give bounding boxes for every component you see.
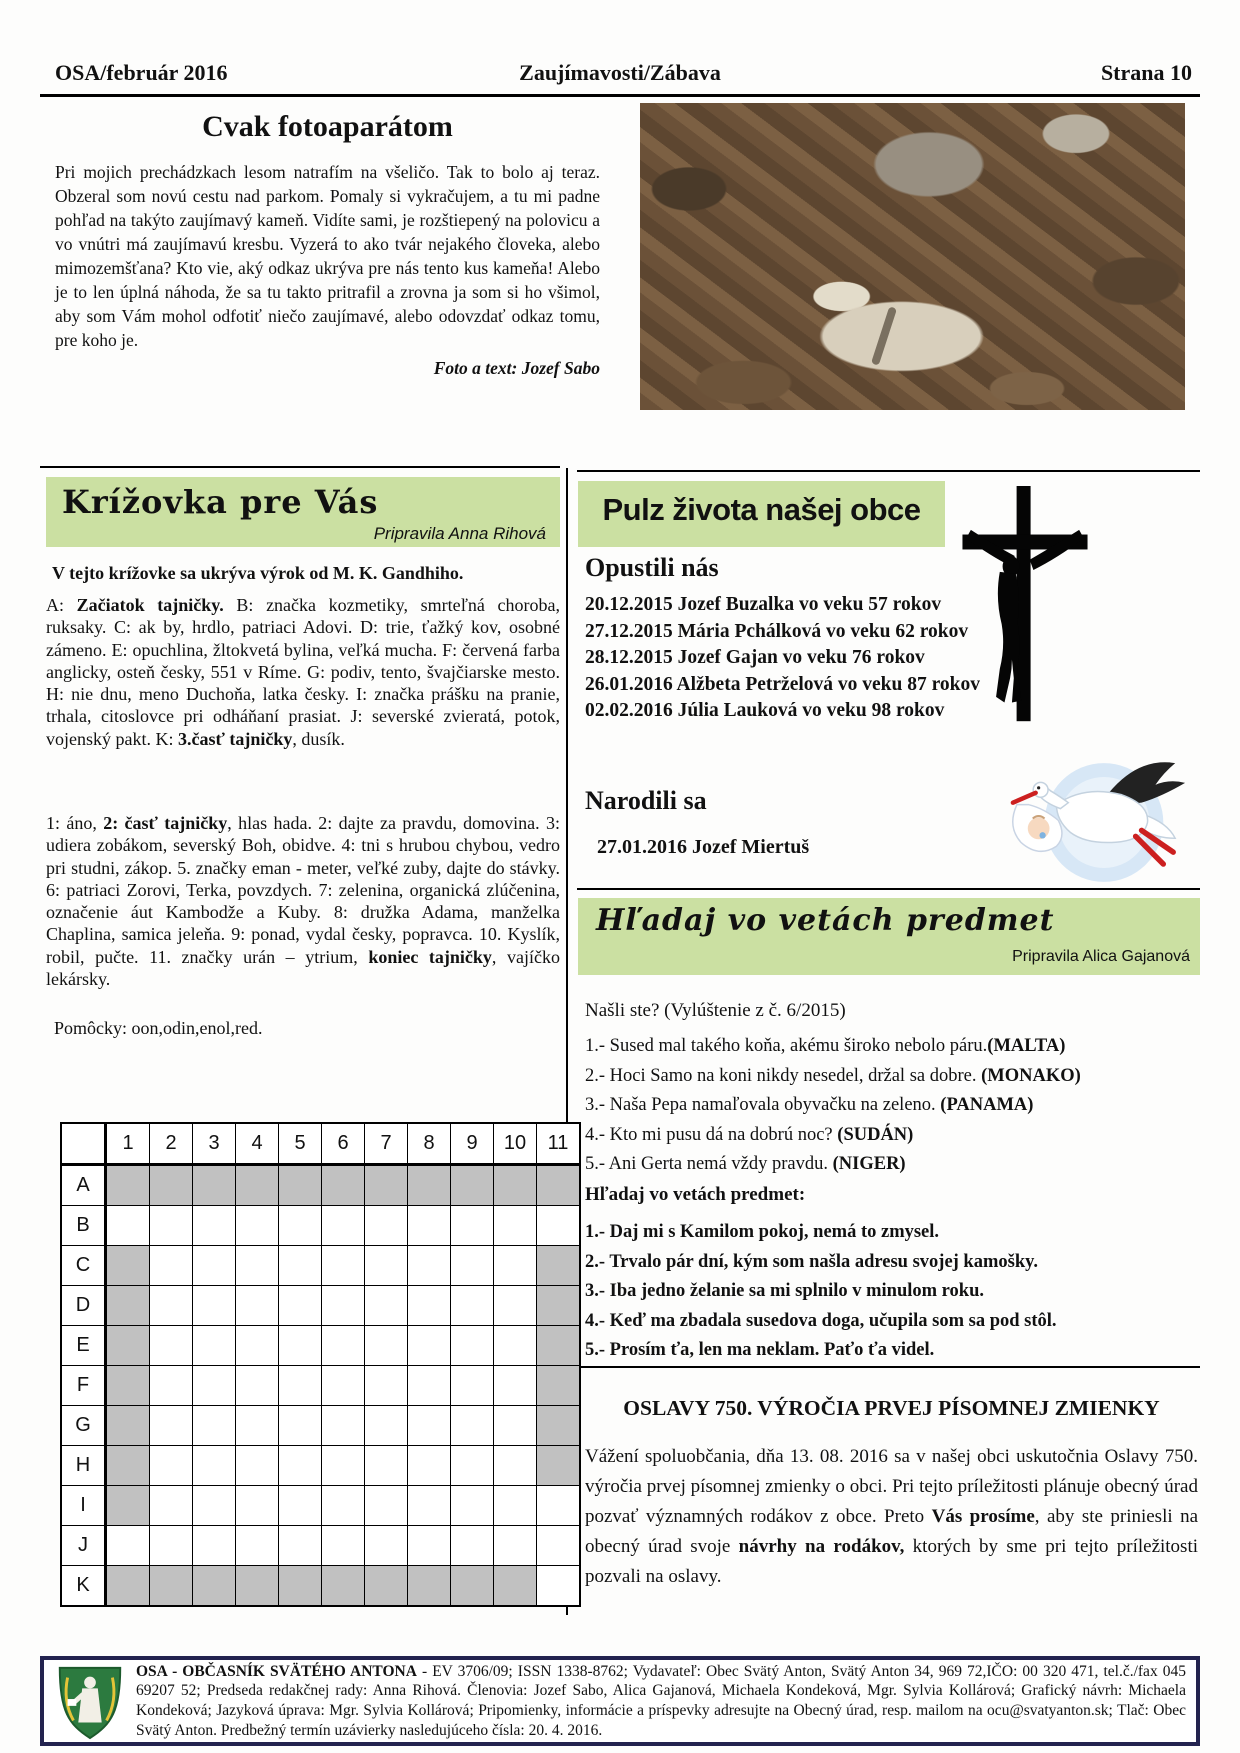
grid-cell: 10 [494,1123,537,1165]
grid-cell: K [61,1566,106,1607]
page-header-section: Zaujímavosti/Zábava [519,60,721,85]
grid-cell [408,1326,451,1366]
grid-cell: 7 [365,1123,408,1165]
grid-cell [451,1246,494,1286]
grid-cell [322,1486,365,1526]
list-item: 2.- Trvalo pár dní, kým som našla adresu svojej kamošky. [585,1251,1038,1272]
grid-cell [193,1326,236,1366]
grid-cell [365,1286,408,1326]
list-item: 5.- Prosím ťa, len ma neklam. Paťo ťa videl. [585,1340,935,1360]
grid-cell [408,1206,451,1246]
grid-cell [193,1165,236,1206]
grid-cell: 2 [150,1123,193,1165]
grid-cell [451,1206,494,1246]
grid-cell [365,1446,408,1486]
grid-cell [236,1566,279,1607]
grid-cell [279,1165,322,1206]
list-item: 4.- Keď ma zbadala susedova doga, učupila som sa pod stôl. [585,1310,1057,1331]
text-part: 3.časť tajničky [178,728,293,749]
grid-cell [494,1446,537,1486]
grid-cell [150,1526,193,1566]
grid-cell [494,1366,537,1406]
grid-cell [408,1165,451,1206]
grid-cell [408,1446,451,1486]
right-column-rule-top [577,470,1200,472]
grid-cell [451,1486,494,1526]
grid-cell [537,1246,581,1286]
stork-baby-icon [1005,753,1193,887]
grid-cell [537,1406,581,1446]
grid-cell: H [61,1446,106,1486]
list-item [585,1062,1200,1092]
grid-cell [236,1206,279,1246]
grid-cell [451,1406,494,1446]
grid-row [61,1246,580,1286]
grid-cell [494,1286,537,1326]
grid-cell [408,1366,451,1406]
grid-cell: F [61,1366,106,1406]
grid-row [61,1286,580,1326]
grid-cell [451,1446,494,1486]
answer-text: 5.- Ani Gerta nemá vždy pravdu. [585,1154,833,1174]
text-part: , vajíčko lekársky. [46,946,560,990]
answer-text: 4.- Kto mi pusu dá na dobrú noc? [585,1124,838,1145]
grid-cell [236,1246,279,1286]
narodili-heading: Narodili sa [585,786,707,815]
grid-cell [150,1566,193,1607]
grid-cell [106,1446,150,1486]
grid-cell [537,1326,581,1366]
grid-cell [365,1206,408,1246]
village-crest-icon [50,1662,130,1740]
grid-cell [236,1446,279,1486]
grid-cell: 5 [279,1123,322,1165]
grid-cell [365,1526,408,1566]
grid-cell [494,1566,537,1607]
grid-cell [494,1206,537,1246]
oslavy-title: OSLAVY 750. VÝROČIA PRVEJ PÍSOMNEJ ZMIENKY [623,1396,1160,1420]
grid-cell [106,1486,150,1526]
list-item: 20.12.2015 Jozef Buzalka vo veku 57 rokov [585,594,942,615]
list-item: 3.- Iba jedno želanie sa mi splnilo v minulom roku. [585,1281,985,1301]
grid-cell [451,1286,494,1326]
grid-cell [451,1326,494,1366]
grid-cell [279,1566,322,1607]
forest-stone-photo [640,103,1185,410]
grid-cell [150,1446,193,1486]
list-item: 26.01.2016 Alžbeta Petrželová vo veku 87 rokov [585,673,981,695]
grid-cell [537,1446,581,1486]
grid-cell [537,1366,581,1406]
text-part: návrhy na rodákov, [738,1536,905,1557]
grid-cell: I [61,1486,106,1526]
grid-cell [106,1165,150,1206]
text-part: - EV 3706/09; ISSN 1338-8762; Vydavateľ: Obec Svätý Anton, Svätý Anton 34, 969 72,IČO: 00 320 471, tel.č./fax 045 69207 52; Predseda redakčnej rady: Anna Rihová. Členovia: Jozef Sabo, Alica Gajanová, Michaela Kondeková, Mgr. Sylvia Kollárová; Grafický návrh: Michaela Kondeková; Jazyková úprava: Mgr. Sylvia Kollárová; Pripomienky, informácie a príspevky adresujte na Obecný úrad, resp. mailom na ocu@svatyanton.sk; Tlač: Obec Svätý Anton. Predbežný termín uzávierky nasledujúceho čísla: 20. 4. 2016. [136,1662,1186,1739]
grid-cell [279,1406,322,1446]
text-part: ktorých by sme pri tejto príležitosti pozvali na oslavy. [585,1536,1199,1587]
grid-cell: D [61,1286,106,1326]
grid-cell [236,1486,279,1526]
grid-cell [150,1326,193,1366]
grid-cell [322,1165,365,1206]
grid-cell [451,1165,494,1206]
grid-cell [322,1286,365,1326]
grid-cell [106,1406,150,1446]
grid-cell [279,1446,322,1486]
grid-cell: 3 [193,1123,236,1165]
grid-cell [193,1486,236,1526]
pulz-title: Pulz života našej obce [602,492,921,527]
grid-cell [150,1206,193,1246]
grid-cell: 6 [322,1123,365,1165]
grid-cell [537,1206,581,1246]
list-item: 02.02.2016 Júlia Lauková vo veku 98 rokov [585,700,945,721]
answer-country: (SUDÁN) [837,1124,914,1145]
grid-cell [279,1326,322,1366]
grid-cell [279,1526,322,1566]
krizovka-intro: V tejto krížovke sa ukrýva výrok od M. K. Gandhiho. [52,563,464,583]
grid-row [61,1326,580,1366]
grid-cell [106,1286,150,1326]
grid-cell [365,1566,408,1607]
grid-cell [322,1206,365,1246]
article-credit: Foto a text: Jozef Sabo [433,358,600,378]
grid-cell: A [61,1165,106,1206]
grid-cell [236,1406,279,1446]
krizovka-column-clues [46,812,560,990]
answer-text: 2.- Hoci Samo na koni nikdy nesedel, držal sa dobre. [585,1065,982,1086]
grid-cell: E [61,1326,106,1366]
grid-row [61,1406,580,1446]
grid-cell [408,1526,451,1566]
grid-cell [106,1366,150,1406]
opustili-heading: Opustili nás [585,553,719,582]
text-part: 2: časť tajničky [103,813,228,833]
text-part: , dusík. [292,728,345,749]
right-column-rule-bottom [577,1366,1200,1368]
grid-cell [193,1406,236,1446]
text-part: , hlas hada. 2: dajte za pravdu, domovina. 3: udiera zobákom, severský Boh, obidve. 4: tni s hrubou chybou, vedro pri studni, zákop. 5. značky eman - meter, veľké zuby, dajte do stávky. 6: patriaci Zorovi, Terka, povzdych. 7: zelenina, organická zlúčenina, označenie áut Kambodže a Kuby. 8: družka Adama, manželka Chaplina, samica jeleňa. 9: ponad, vydal česky, popravca. 10. Kyslík, robil, pučte. 11. značky urán – ytrium, [46,813,560,967]
grid-cell [408,1486,451,1526]
grid-cell: B [61,1206,106,1246]
grid-cell [322,1326,365,1366]
text-part: 1: áno, [46,813,104,833]
grid-header-cell [61,1123,106,1165]
grid-cell [408,1406,451,1446]
krizovka-author: Pripravila Anna Rihová [373,524,546,543]
header-rule [40,94,1200,97]
grid-cell [193,1526,236,1566]
article-title: Cvak fotoaparátom [202,110,453,143]
grid-cell [106,1526,150,1566]
grid-cell [494,1246,537,1286]
grid-cell [279,1486,322,1526]
grid-cell: 1 [106,1123,150,1165]
krizovka-row-clues [46,594,560,750]
list-item [585,1121,1200,1151]
grid-cell [494,1486,537,1526]
oslavy-body [585,1442,1198,1592]
grid-cell [494,1406,537,1446]
grid-row [61,1526,580,1566]
text-part: OSA - OBČASNÍK SVÄTÉHO ANTONA [136,1662,417,1680]
answer-country: (PANAMA) [940,1095,1034,1115]
grid-cell [494,1165,537,1206]
grid-cell [408,1286,451,1326]
crossword-grid [60,1122,581,1607]
grid-cell [365,1366,408,1406]
list-item [585,1032,1200,1062]
grid-cell [494,1526,537,1566]
grid-cell: 9 [451,1123,494,1165]
grid-cell [408,1246,451,1286]
crossword-table [60,1122,581,1607]
grid-cell [150,1366,193,1406]
grid-cell [106,1326,150,1366]
grid-cell [365,1326,408,1366]
krizovka-help: Pomôcky: oon,odin,enol,red. [54,1018,263,1038]
grid-cell [106,1246,150,1286]
grid-cell [537,1526,581,1566]
grid-row [61,1165,580,1206]
grid-cell [408,1566,451,1607]
grid-cell: G [61,1406,106,1446]
text-part: Vážení spoluobčania, dňa 13. 08. 2016 sa v našej obci uskutočnia Oslavy 750. výročia prvej písomnej zmienky o obci. Pri tejto príležitosti plánuje obecný úrad pozvať významných rodákov z obce. Preto [585,1446,1198,1527]
grid-cell [451,1566,494,1607]
grid-cell [150,1286,193,1326]
grid-cell [279,1366,322,1406]
grid-cell [279,1206,322,1246]
answer-text: 1.- Sused mal takého koňa, akému široko nebolo páru. [585,1036,988,1056]
list-item: 1.- Daj mi s Kamilom pokoj, nemá to zmysel. [585,1222,940,1242]
list-item [585,1150,1200,1180]
answer-country: (MONAKO) [981,1065,1081,1086]
grid-cell [106,1206,150,1246]
hladaj-intro: Našli ste? (Vylúštenie z č. 6/2015) [585,1000,846,1021]
grid-cell [365,1406,408,1446]
hladaj-subheading: Hľadaj vo vetách predmet: [585,1184,806,1205]
hladaj-tasks-list [585,1218,1200,1366]
grid-cell [150,1165,193,1206]
text-part: B: značka kozmetiky, smrteľná choroba, ruksaky. C: ak by, hrdlo, patriaci Adovi. D: trie, ťažký kov, osobné zámeno. E: opuchlina, žltokvetá bylina, veľká mucha. F: červená farba anglicky, osteň česky, 551 v Ríme. G: podiv, tento, švajčiarske mesto. H: nie dnu, meno Duchoňa, latka česky. I: značka prášku na pranie, trhala, citoslovce pri odháňaní prasiat. J: severské zvieratá, potok, vojenský pakt. K: [46,595,561,749]
grid-cell [150,1486,193,1526]
footer-imprint-box [40,1656,1200,1746]
grid-cell [106,1566,150,1607]
grid-cell [236,1286,279,1326]
list-item [585,1091,1200,1121]
text-part: Začiatok tajničky. [76,595,224,615]
article-body: Pri mojich prechádzkach lesom natrafím na všeličo. Tak to bolo aj teraz. Obzeral som novú cestu nad parkom. Pomaly si vykračujem, a tu mi padne pohľad na takýto zaujímavý kameň. Vidíte sami, je rozštiepený na polovicu a vo vnútri má zaujímavú kresbu. Vyzerá to ako tvár nejakého človeka, alebo mimozemšťana? Kto vie, aký odkaz ukrýva pre nás tento kus kameňa! Alebo je to len úplná náhoda, že sa tu takto pritrafil a zrovna ja som si ho všimol, aby som Vám mohol odfotiť niečo zaujímavé, alebo odovzdať odkaz tomu, pre koho je. [55,162,600,350]
grid-cell [236,1526,279,1566]
grid-row [61,1366,580,1406]
page-header-issue: OSA/február 2016 [55,60,228,85]
grid-cell [322,1246,365,1286]
grid-cell [193,1446,236,1486]
grid-cell: 11 [537,1123,581,1165]
grid-cell [365,1246,408,1286]
grid-cell [193,1206,236,1246]
list-item: 27.12.2015 Mária Pchálková vo veku 62 rokov [585,620,969,642]
grid-cell: C [61,1246,106,1286]
grid-cell [150,1406,193,1446]
grid-cell [451,1366,494,1406]
grid-cell [322,1526,365,1566]
footer-imprint-text [130,1660,1196,1742]
grid-cell [322,1566,365,1607]
opustili-list [585,592,1055,725]
grid-cell [322,1366,365,1406]
grid-cell [236,1366,279,1406]
grid-cell [365,1165,408,1206]
answer-country: (NIGER) [832,1154,906,1174]
grid-row [61,1486,580,1526]
grid-cell [537,1566,581,1607]
grid-cell [494,1326,537,1366]
krizovka-title: Krížovka pre Vás [62,483,379,521]
list-item: 28.12.2015 Jozef Gajan vo veku 76 rokov [585,647,925,668]
grid-cell [537,1486,581,1526]
grid-cell: 8 [408,1123,451,1165]
narodili-item: 27.01.2016 Jozef Miertuš [597,836,810,858]
left-column-rule [40,466,560,468]
grid-row [61,1566,580,1607]
text-part: , aby ste priniesli na obecný úrad svoje [585,1506,1199,1557]
page-header-page-number: Strana 10 [1100,60,1192,85]
grid-cell [537,1165,581,1206]
grid-cell [322,1446,365,1486]
grid-cell: 4 [236,1123,279,1165]
grid-cell: J [61,1526,106,1566]
grid-cell [193,1366,236,1406]
grid-row [61,1446,580,1486]
grid-cell [193,1286,236,1326]
answer-country: (MALTA) [987,1036,1066,1056]
hladaj-answers-list [585,1032,1200,1180]
grid-cell [537,1286,581,1326]
right-column-rule-mid [577,888,1200,890]
grid-cell [322,1406,365,1446]
text-part: Vás prosíme [931,1506,1035,1527]
hladaj-title: Hľadaj vo vetách predmet [596,903,1055,938]
grid-cell [279,1286,322,1326]
grid-cell [193,1566,236,1607]
grid-row [61,1206,580,1246]
grid-cell [236,1165,279,1206]
grid-cell [451,1526,494,1566]
grid-cell [365,1486,408,1526]
grid-cell [150,1246,193,1286]
grid-cell [193,1246,236,1286]
text-part: koniec tajničky [368,946,492,967]
text-part: A: [46,595,77,615]
hladaj-author: Pripravila Alica Gajanová [1012,948,1190,965]
grid-cell [236,1326,279,1366]
answer-text: 3.- Naša Pepa namaľovala obyvačku na zeleno. [585,1095,941,1115]
grid-cell [279,1246,322,1286]
